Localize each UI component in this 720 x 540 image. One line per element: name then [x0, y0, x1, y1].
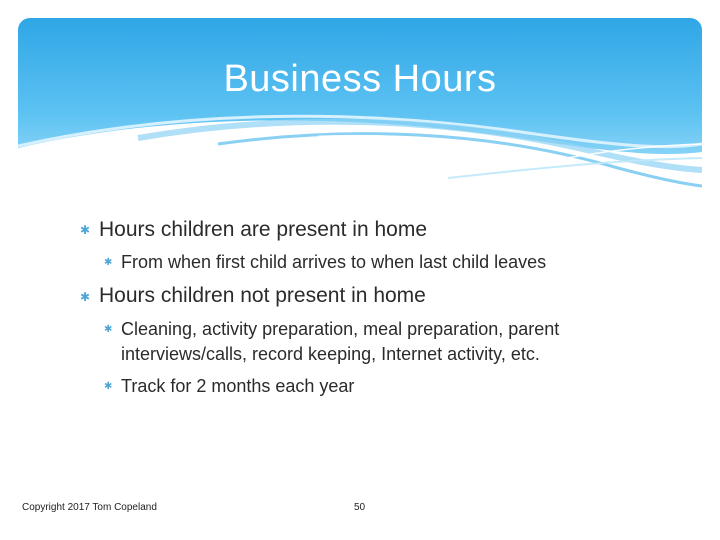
- bullet-icon: ✱: [80, 223, 91, 237]
- list-item: Hours children are present in home: [99, 218, 428, 241]
- list-item-continuation: interviews/calls, record keeping, Internet activity, etc.: [121, 344, 540, 364]
- title-banner: [18, 18, 702, 190]
- list-item: From when first child arrives to when last child leaves: [121, 252, 547, 272]
- slide-title: Business Hours: [223, 58, 497, 100]
- list-item: Hours children not present in home: [99, 284, 426, 307]
- footer-copyright: Copyright 2017 Tom Copeland: [22, 502, 157, 513]
- bullet-icon: ✱: [104, 257, 113, 268]
- bullet-icon: ✱: [104, 324, 113, 335]
- bullet-icon: ✱: [104, 381, 113, 392]
- list-item: Track for 2 months each year: [121, 376, 355, 396]
- bullet-icon: ✱: [80, 290, 91, 304]
- page-number: 50: [354, 502, 366, 513]
- wave-decoration: [18, 18, 702, 190]
- list-item: Cleaning, activity preparation, meal preparation, parent: [121, 319, 560, 339]
